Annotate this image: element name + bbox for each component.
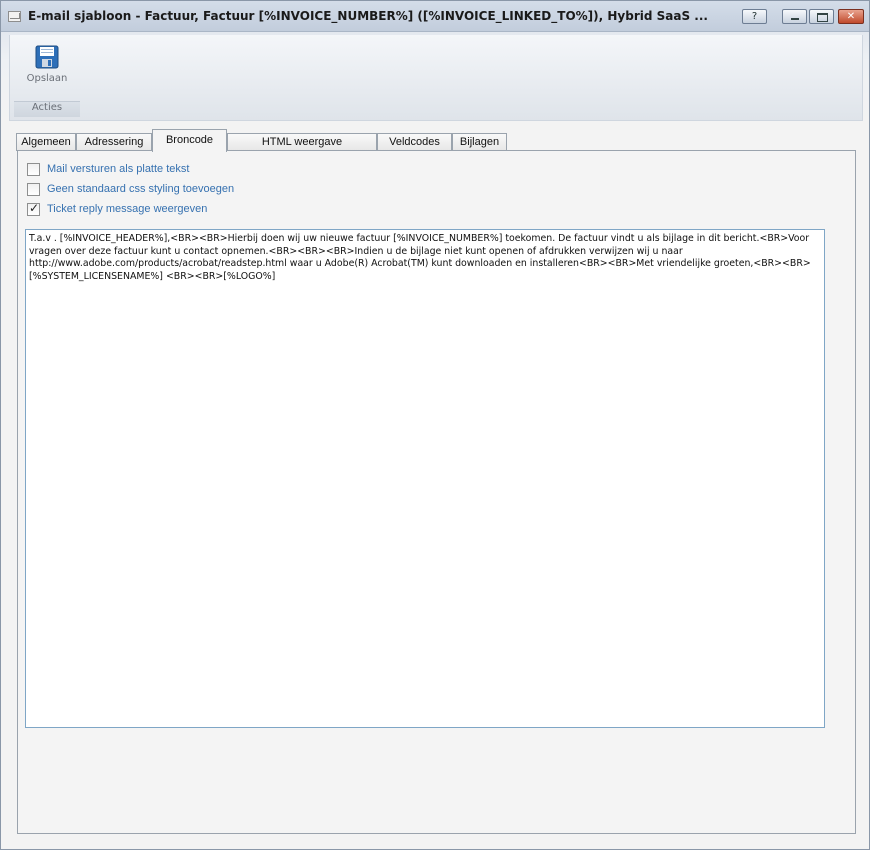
tab-algemeen[interactable]: Algemeen xyxy=(16,133,76,151)
close-button[interactable]: ✕ xyxy=(838,9,864,24)
save-button[interactable] xyxy=(22,43,72,91)
window-title: E-mail sjabloon - Factuur, Factuur [%INVOICE_NUMBER%] ([%INVOICE_LINKED_TO%]), Hybrid SaaS ... xyxy=(28,9,708,23)
ribbon xyxy=(9,35,863,121)
tab-html-weergave[interactable]: HTML weergave xyxy=(227,133,377,151)
tab-strip xyxy=(16,129,856,151)
minimize-button[interactable] xyxy=(782,9,807,24)
envelope-icon xyxy=(8,11,21,22)
help-button[interactable]: ? xyxy=(742,9,767,24)
tab-broncode[interactable]: Broncode xyxy=(152,129,227,152)
save-label: Opslaan xyxy=(26,73,68,84)
tab-bijlagen[interactable]: Bijlagen xyxy=(452,133,507,151)
ticket-reply-checkbox[interactable] xyxy=(27,203,40,216)
tab-veldcodes[interactable]: Veldcodes xyxy=(377,133,452,151)
ticket-reply-label[interactable]: Ticket reply message weergeven xyxy=(47,203,208,215)
no-css-label[interactable]: Geen standaard css styling toevoegen xyxy=(47,183,235,195)
ribbon-group-label: Acties xyxy=(14,101,80,117)
plain-text-checkbox[interactable] xyxy=(27,163,40,176)
broncode-panel xyxy=(17,150,856,834)
source-code-editor[interactable]: T.a.v . [%INVOICE_HEADER%],<BR><BR>Hierbij doen wij uw nieuwe factuur [%INVOICE_NUMBER%] toekomen. De factuur vindt u als bijlage in dit bericht.<BR>Voor vragen over deze factuur kunt u contact opnemen.<BR><BR><BR>Indien u de bijlage niet kunt openen of afdrukken verwijzen wij u naar http://www.adobe.com/products/acrobat/readstep.html waar u Adobe(R) Acrobat(TM) kunt downloaden en installeren<BR><BR>Met vriendelijke groeten,<BR><BR>[%SYSTEM_LICENSENAME%] <BR><BR>[%LOGO%] xyxy=(25,229,825,728)
ribbon-group-acties xyxy=(14,37,80,117)
maximize-button[interactable] xyxy=(809,9,834,24)
floppy-disk-icon xyxy=(35,45,59,69)
no-css-checkbox[interactable] xyxy=(27,183,40,196)
tab-adressering[interactable]: Adressering xyxy=(76,133,152,151)
title-bar[interactable] xyxy=(1,1,869,32)
plain-text-label[interactable]: Mail versturen als platte tekst xyxy=(47,163,190,175)
